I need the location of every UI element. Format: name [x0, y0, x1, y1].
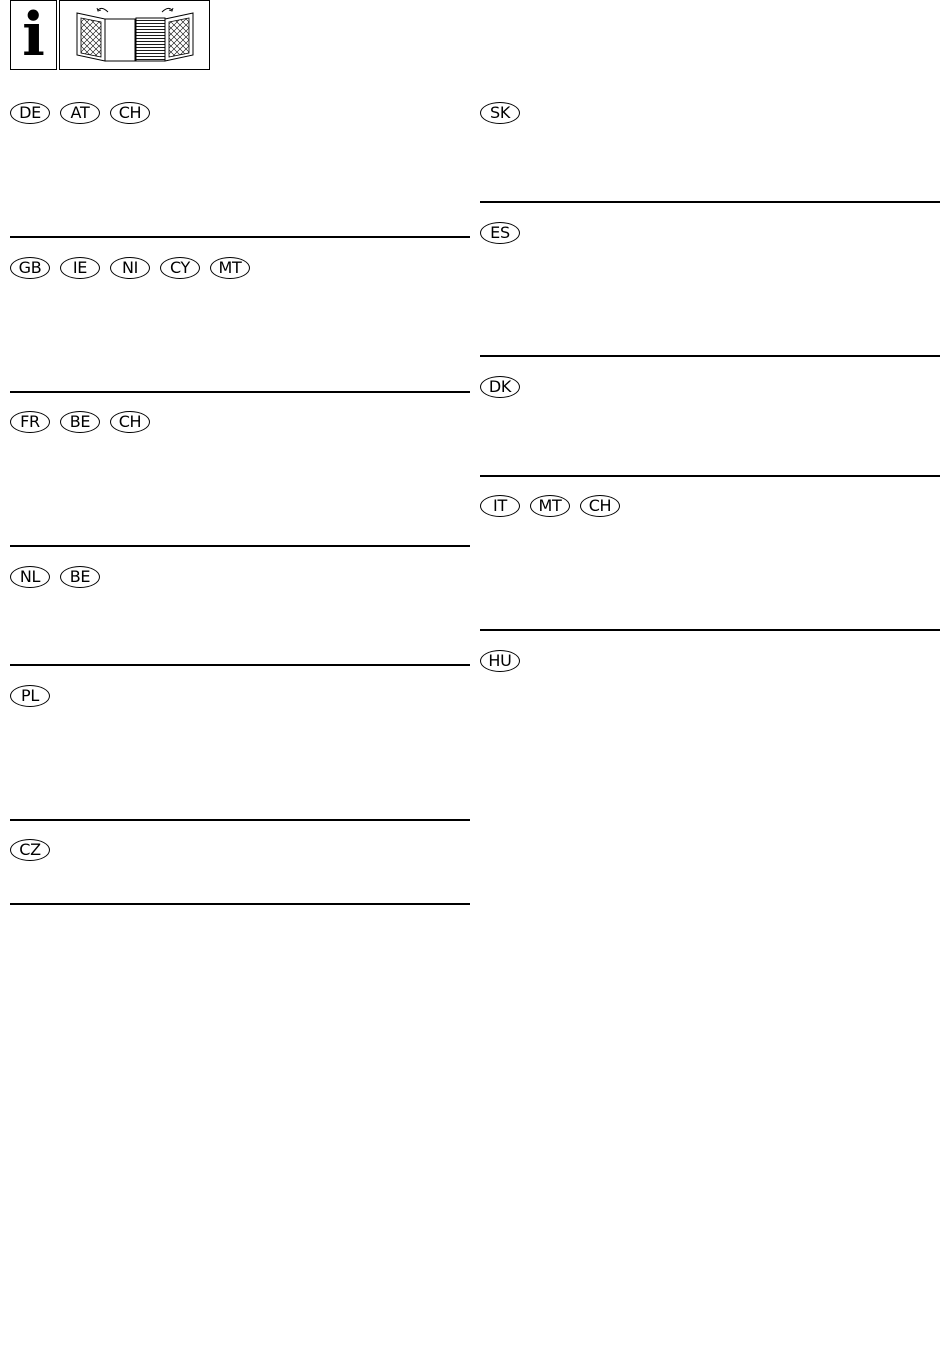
- fold-out-pages-icon-graphic: [60, 1, 209, 69]
- country-code-badge: AT: [60, 102, 100, 124]
- section-divider: [480, 201, 940, 203]
- country-code-badge: IE: [60, 257, 100, 279]
- language-section: [480, 650, 940, 690]
- country-codes: [10, 257, 250, 281]
- country-codes: [480, 376, 520, 400]
- country-code-badge: CH: [580, 495, 620, 517]
- section-divider: [10, 391, 470, 393]
- country-code-badge: NI: [110, 257, 150, 279]
- page-header: [10, 0, 210, 71]
- language-section: [480, 376, 940, 477]
- country-codes: [10, 685, 50, 709]
- language-section: [10, 685, 470, 821]
- section-divider: [10, 903, 470, 905]
- country-codes: [480, 495, 620, 519]
- country-code-badge: CY: [160, 257, 200, 279]
- country-code-badge: BE: [60, 411, 100, 433]
- country-codes: [10, 566, 100, 590]
- country-code-badge: CH: [110, 102, 150, 124]
- language-section: [10, 102, 470, 238]
- section-divider: [10, 236, 470, 238]
- language-section: [480, 102, 940, 203]
- language-section: [10, 566, 470, 666]
- section-divider: [10, 545, 470, 547]
- country-code-badge: CZ: [10, 839, 50, 861]
- country-code-badge: MT: [530, 495, 570, 517]
- language-section: [10, 257, 470, 393]
- country-code-badge: DK: [480, 376, 520, 398]
- section-divider: [480, 629, 940, 631]
- language-section: [10, 839, 470, 905]
- section-divider: [10, 664, 470, 666]
- language-section: [10, 411, 470, 547]
- section-divider: [480, 355, 940, 357]
- info-icon: [10, 0, 57, 70]
- country-codes: [10, 102, 150, 126]
- section-divider: [10, 819, 470, 821]
- country-code-badge: ES: [480, 222, 520, 244]
- country-codes: [480, 102, 520, 126]
- country-code-badge: SK: [480, 102, 520, 124]
- language-section: [480, 222, 940, 357]
- country-code-badge: GB: [10, 257, 50, 279]
- country-code-badge: DE: [10, 102, 50, 124]
- country-codes: [10, 411, 150, 435]
- country-code-badge: HU: [480, 650, 520, 672]
- country-codes: [10, 839, 50, 863]
- country-code-badge: IT: [480, 495, 520, 517]
- country-codes: [480, 222, 520, 246]
- country-code-badge: MT: [210, 257, 250, 279]
- language-section: [480, 495, 940, 631]
- country-codes: [480, 650, 520, 674]
- country-code-badge: NL: [10, 566, 50, 588]
- country-code-badge: FR: [10, 411, 50, 433]
- info-glyph: i: [22, 0, 45, 70]
- section-divider: [480, 475, 940, 477]
- country-code-badge: BE: [60, 566, 100, 588]
- fold-out-pages-icon: [59, 0, 210, 70]
- country-code-badge: PL: [10, 685, 50, 707]
- country-code-badge: CH: [110, 411, 150, 433]
